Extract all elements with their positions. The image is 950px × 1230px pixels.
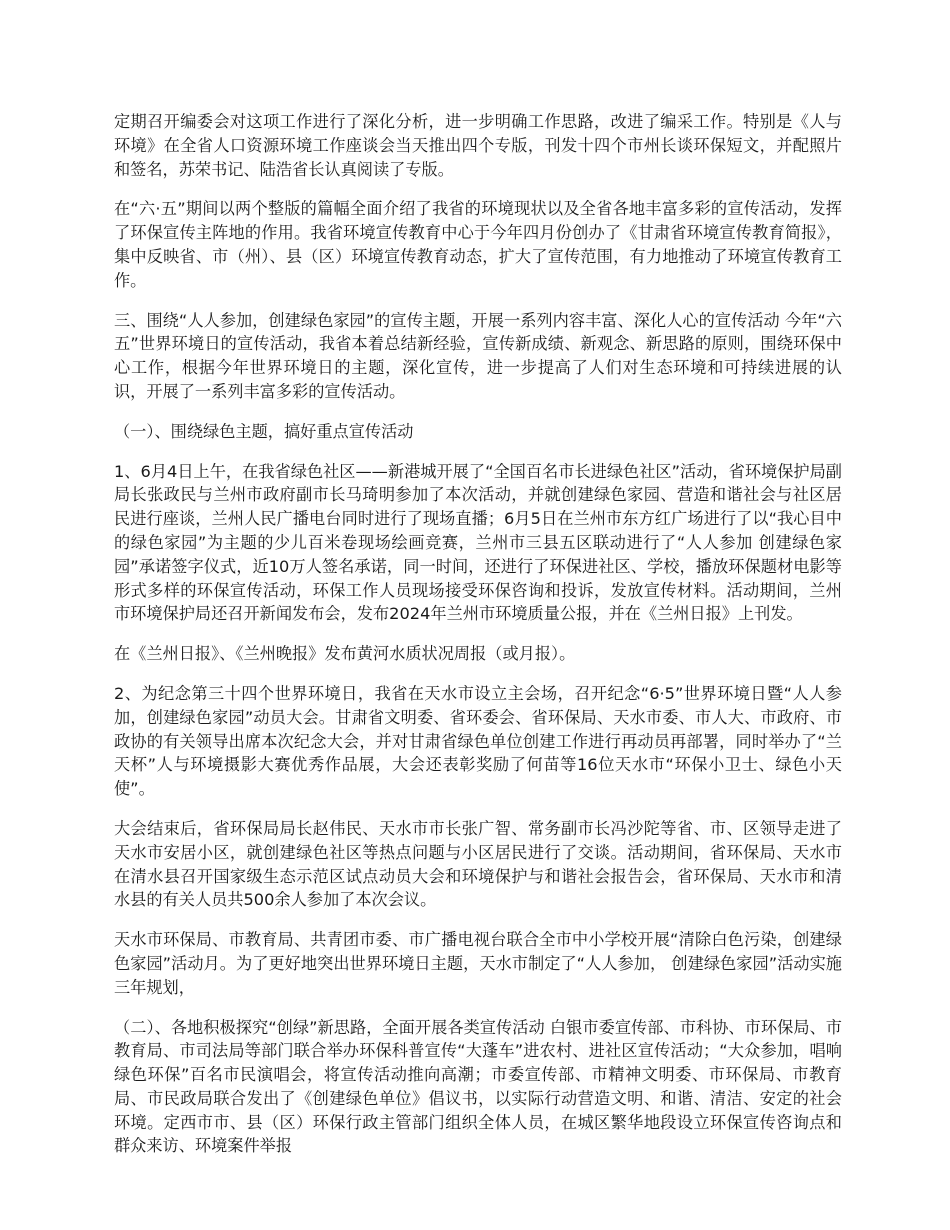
document-page	[114, 110, 842, 1174]
paragraph-8: 大会结束后，省环保局局长赵伟民、天水市市长张广智、常务副市长冯沙陀等省、市、区领导走进了天水市安居小区，就创建绿色社区等热点问题与小区居民进行了交谈。活动期间，省环保局、天水市在清水县召开国家级生态示范区试点动员大会和环境保护与和谐社会报告会，省环保局、天水市和清水县的有关人员共500余人参加了本次会议。	[114, 818, 842, 910]
paragraph-6: 在《兰州日报》、《兰州晚报》发布黄河水质状况周报（或月报）。	[114, 644, 576, 664]
paragraph-1: 定期召开编委会对这项工作进行了深化分析，进一步明确工作思路，改进了编采工作。特别是《人与环境》在全省人口资源环境工作座谈会当天推出四个专版，刊发十四个市州长谈环保短文，并配照片和签名，苏荣书记、陆浩省长认真阅读了专版。	[114, 112, 842, 179]
section-heading-1: （一）、围绕绿色主题，搞好重点宣传活动	[114, 421, 414, 441]
paragraph-9: 天水市环保局、市教育局、共青团市委、市广播电视台联合全市中小学校开展“清除白色污染，创建绿色家园”活动月。为了更好地突出世界环境日主题，天水市制定了“人人参加， 创建绿色家园”活动实施三年规划，	[114, 930, 842, 997]
paragraph-5: 1、6月4日上午，在我省绿色社区——新港城开展了“全国百名市长进绿色社区”活动，省环境保护局副局长张政民与兰州市政府副市长马琦明参加了本次活动，并就创建绿色家园、营造和谐社会与社区居民进行座谈，兰州人民广播电台同时进行了现场直播；6月5日在兰州市东方红广场进行了以“我心目中的绿色家园”为主题的少儿百米卷现场绘画竞赛，兰州市三县五区联动进行了“人人参加 创建绿色家园”承诺签字仪式，近10万人签名承诺，同一时间，还进行了环保进社区、学校，播放环保题材电影等形式多样的环保宣传活动，环保工作人员现场接受环保咨询和投诉，发放宣传材料。活动期间，兰州市环境保护局还召开新闻发布会，发布2024年兰州市环境质量公报，并在《兰州日报》上刊发。	[114, 461, 842, 624]
paragraph-10: （二）、各地积极探究“创绿”新思路，全面开展各类宣传活动 白银市委宣传部、市科协、市环保局、市教育局、市司法局等部门联合举办环保科普宣传“大蓬车”进农村、进社区宣传活动；“大众参加，唱响绿色环保”百名市民演唱会，将宣传活动推向高潮；市委宣传部、市精神文明委、市环保局、市教育局、市民政局联合发出了《创建绿色单位》倡议书，以实际行动营造文明、和谐、清洁、安定的社会环境。定西市市、县（区）环保行政主管部门组织全体人员，在城区繁华地段设立环保宣传咨询点和群众来访、环境案件举报	[114, 1017, 842, 1156]
paragraph-2: 在“六·五”期间以两个整版的篇幅全面介绍了我省的环境现状以及全省各地丰富多彩的宣传活动，发挥了环保宣传主阵地的作用。我省环境宣传教育中心于今年四月份创办了《甘肃省环境宣传教育简报》，集中反映省、市（州）、县（区）环境宣传教育动态，扩大了宣传范围，有力地推动了环境宣传教育工作。	[114, 199, 842, 290]
paragraph-7: 2、为纪念第三十四个世界环境日，我省在天水市设立主会场，召开纪念“6·5”世界环境日暨“人人参加，创建绿色家园”动员大会。甘肃省文明委、省环委会、省环保局、天水市委、市人大、市政府、市政协的有关领导出席本次纪念大会，并对甘肃省绿色单位创建工作进行再动员再部署，同时举办了“兰天杯”人与环境摄影大赛优秀作品展，大会还表彰奖励了何苗等16位天水市“环保小卫士、绿色小天使”。	[114, 683, 842, 799]
paragraph-3: 三、围绕“人人参加，创建绿色家园”的宣传主题，开展一系列内容丰富、深化人心的宣传活动 今年“六五”世界环境日的宣传活动，我省本着总结新经验，宣传新成绩、新观念、新思路的原则，围绕环保中心工作，根据今年世界环境日的主题，深化宣传，进一步提高了人们对生态环境和可持续进展的认识，开展了一系列丰富多彩的宣传活动。	[114, 310, 842, 401]
